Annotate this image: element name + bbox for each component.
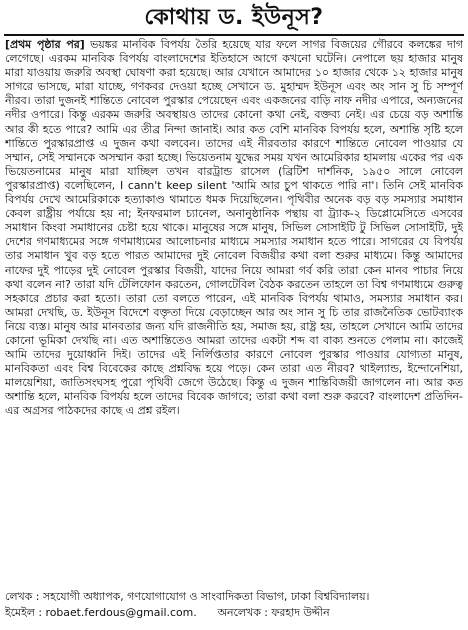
author-line	[5, 590, 463, 604]
contact-line	[5, 606, 463, 620]
article-body	[5, 38, 463, 598]
continuation-marker: [প্রথম পৃষ্ঠার পর]	[5, 38, 85, 51]
article-paragraph	[5, 38, 463, 419]
transcriber-credit: অনলেখক : ফরহাদ উদ্দীন	[217, 606, 330, 619]
email-label: ইমেইল :	[5, 606, 42, 619]
title-divider	[4, 34, 464, 36]
article-header	[0, 4, 468, 36]
paragraph-text: ভয়ঙ্কর মানবিক বিপর্যয় তৈরি হয়েছে যার ফলে সাগর বিজয়ের গৌরবে কলঙ্কের দাগ লেগেছে। এরকম মানবিক বিপর্যয় বাংলাদেশের ইতিহাসে আগে কখনো ঘটেনি। নেপালে ছয় হাজার মানুষ মারা যাওয়ায় জরুরি অবস্থা ঘোষণা করা হয়েছে। আর যেখানে আমাদের ১০ হাজার থেকে ১২ হাজার মানুষ সাগরে ভাসছে, মারা যাচ্ছে, গণকবর দেওয়া হচ্ছে সেখানে ড. মুহাম্মদ ইউনূস এবং অং সান সু চি সম্পূর্ণ নীরব। তারা দুজনই শান্তিতে নোবেল পুরস্কার পেয়েছেন এবং একজনের বাড়ি নাফ নদীর এপারে, অন্যজনের নদীর ওপারে। কিন্তু এরকম জরুরি অবস্থায়ও তাদের কোনো কথা নেই, বক্তব্য নেই। এর চেয়ে বড় অশান্তি আর কী হতে পারে? আমি এর তীব্র নিন্দা জানাই। আর কত বেশি মানবিক বিপর্যয় হলে, অশান্তি সৃষ্টি হলে শান্তিতে পুরস্কারপ্রাপ্ত এ দুজন কথা বলবেন। তাদের এই নীরবতার কারণে শান্তিতে নোবেল পাওয়ার যে সম্মান, সেই সম্মানকে অসম্মান করা হচ্ছে। ভিয়েতনাম যুদ্ধের সময় যখন আমেরিকার হামলায় একের পর এক ভিয়েতনামের মানুষ মারা যাচ্ছিল তখন বারট্রান্ড রাসেল (ব্রিটিশ দার্শনিক, ১৯৫০ সালে নোবেল পুরস্কারপ্রাপ্ত) বলেছিলেন, I cann't keep silent 'আমি আর চুপ থাকতে পারি না'। তিনি সেই মানবিক বিপর্যয় দেখে আমেরিকাকে হত্যাকাণ্ড থামাতে ধমক দিয়েছিলেন। পৃথিবীর অনেক বড় বড় সমস্যার সমাধান কেবল রাষ্ট্রীয় পর্যায়ে হয় না; ইনফরমাল চ্যানেল, অনানুষ্ঠানিক পন্থায় বা ট্র্যাক-২ ডিপ্লোমেসিতে এসবের সমাধান কিংবা সমাধানের চেষ্টা হয়ে থাকে। মানুষের সঙ্গে মানুষ, সিভিল সোসাইটি টু সিভিল সোসাইটি, দুই দেশের গণমাধ্যমের সঙ্গে গণমাধ্যমের আলোচনার মাধ্যমে সমস্যার সমাধান হতে পারে। সাগরের যে বিপর্যয় তার সমাধান খুব বড় হতে পারত আমাদের দুই নোবেল বিজয়ীর কথা বলা শুরুর মাধ্যমে। কিন্তু আমাদের নাফের দুই পাড়ের দুই নোবেল পুরস্কার বিজয়ী, যাদের নিয়ে আমরা গর্ব করি তারা কেন মানব পাচার নিয়ে কথা বলেন না? তারা যদি টেলিফোন করতেন, গোলটেবিল বৈঠক করতেন তাহলে তা বিশ্ব গণমাধ্যমে গুরুত্ব সহকারে প্রচার করা হতো। তারা তো বলতে পারেন, এই মানবিক বিপর্যয় থামাও, সমস্যার সমাধান কর। আমরা দেখছি, ড. ইউনূস বিদেশে বক্তৃতা দিয়ে বেড়াচ্ছেন আর অং সান সু চি তার রাজনৈতিক ভোটব্যাংক নিয়ে ব্যস্ত। মানুষ আর মানবতার জন্য যদি রাজনীতি হয়, সমাজ হয়, রাষ্ট্র হয়, তাহলে সেখানে আমি তাদের কোনো ভূমিকা দেখছি না। এত অশান্তিতেও আমরা তাদের একটা শব্দ বা বাক্য শুনতে পেলাম না। কাজেই আমি তাদের দুয়োধ্বনি দিই। তাদের এই নির্লিপ্ততার কারণে নোবেল পুরস্কার পাওয়ার যোগ্যতা মানুষ, মানবিকতা এবং বিশ্ব বিবেকের কাছে প্রশ্নবিদ্ধ হয়ে পড়ে। কেন তারা এত নীরব? থাইল্যান্ড, ইন্দোনেশিয়া, মালয়েশিয়া, জাতিসংঘসহ পুরো পৃথিবী জেগে উঠেছে। কিন্তু এ দুজন শান্তিবিজয়ী জাগলেন না। আর কত অশান্তি হলে, মানবিক বিপর্যয় হলে তাদের বিবেক জাগবে; তারা কথা বলা শুরু করবে? বাংলাদেশ প্রতিদিন-এর অগ্রসর পাঠকদের কাছে এ প্রশ্ন রইল।	[5, 38, 463, 418]
email-address[interactable]: robaet.ferdous@gmail.com.	[45, 606, 197, 619]
article-title: কোথায় ড. ইউনূস?	[144, 5, 324, 30]
author-text: লেখক : সহযোগী অধ্যাপক, গণযোগাযোগ ও সাংবাদিকতা বিভাগ, ঢাকা বিশ্ববিদ্যালয়।	[5, 590, 370, 603]
